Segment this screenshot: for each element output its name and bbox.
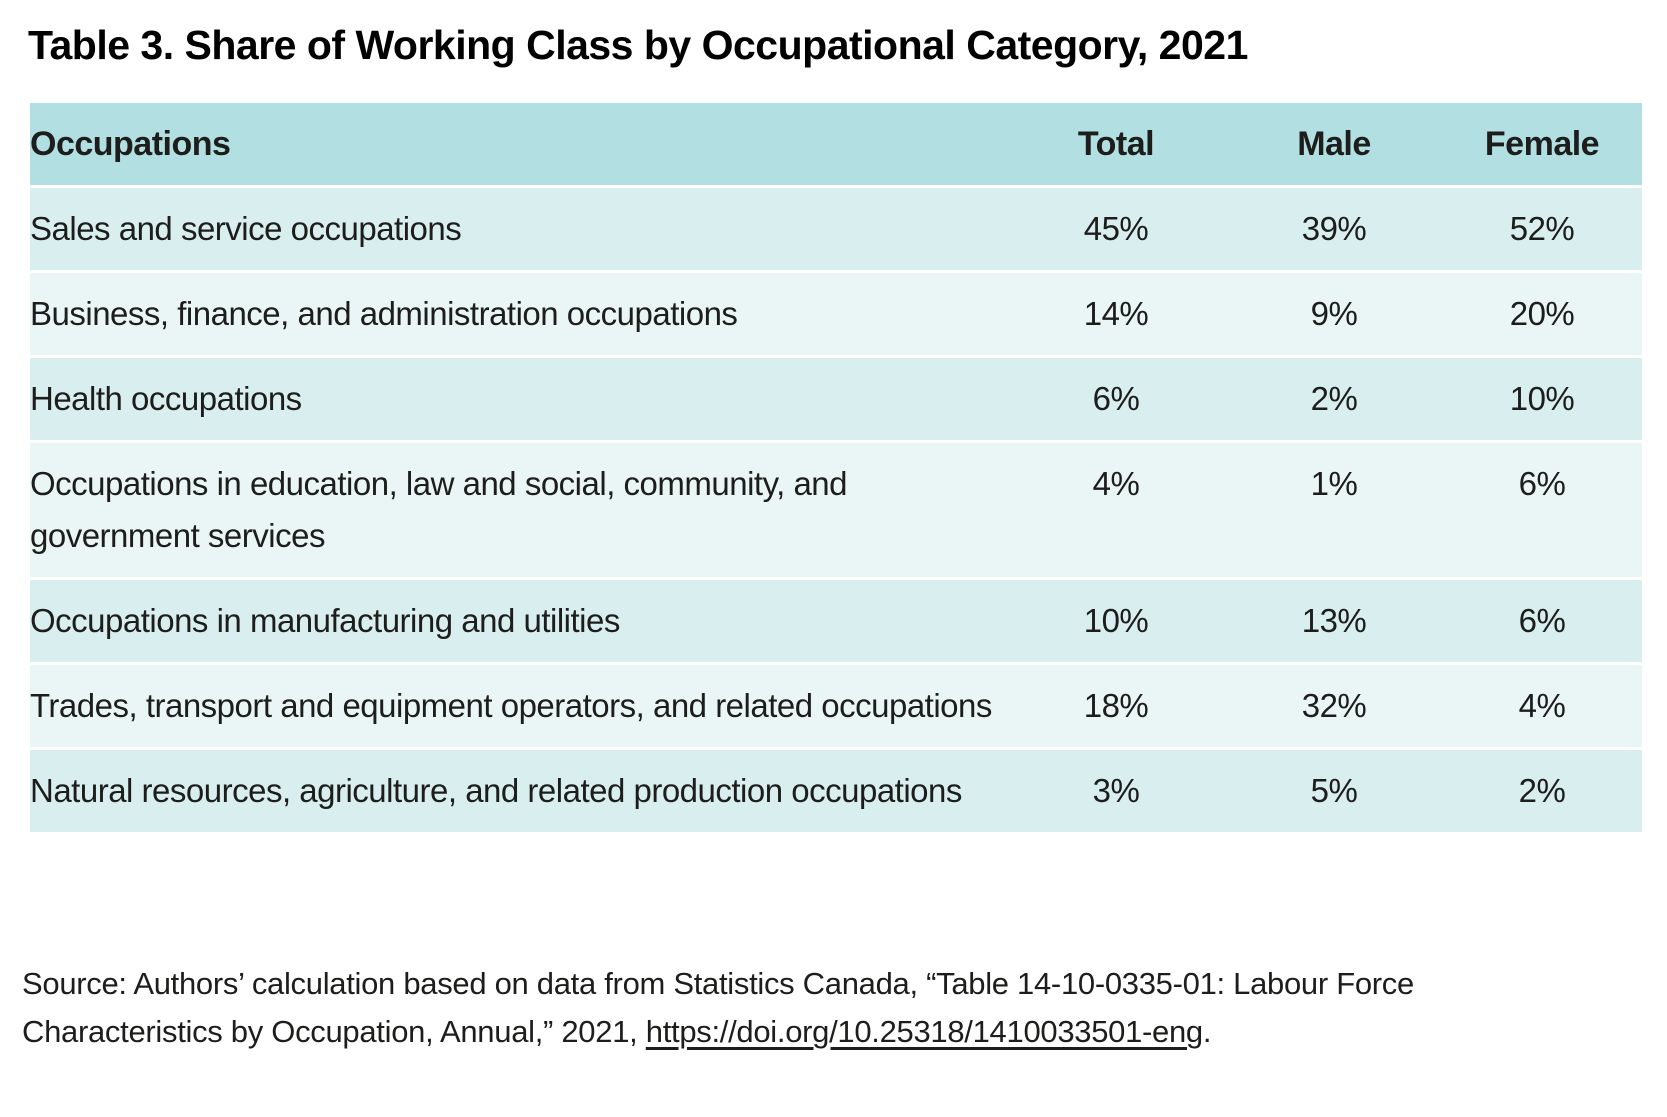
female-cell: 20% [1442,273,1642,358]
total-cell: 14% [1006,273,1226,358]
source-note [22,960,1582,1056]
table-row [30,358,1642,443]
table-body [30,188,1642,832]
male-cell: 9% [1226,273,1442,358]
female-cell: 2% [1442,750,1642,832]
total-cell: 45% [1006,188,1226,273]
column-header-total: Total [1006,103,1226,188]
female-cell: 6% [1442,443,1642,580]
female-cell: 4% [1442,665,1642,750]
source-suffix: . [1202,1014,1212,1049]
female-cell: 10% [1442,358,1642,443]
occupation-cell: Occupations in manufacturing and utilities [30,580,1006,665]
total-cell: 3% [1006,750,1226,832]
doi-link[interactable]: https://doi.org/10.25318/1410033501-eng [645,1014,1203,1049]
occupation-cell: Occupations in education, law and social, community, and government services [30,443,1006,580]
table-header [30,103,1642,188]
occupations-table [30,103,1642,832]
occupation-cell: Health occupations [30,358,1006,443]
occupation-cell: Natural resources, agriculture, and related production occupations [30,750,1006,832]
male-cell: 32% [1226,665,1442,750]
table-row [30,273,1642,358]
total-cell: 10% [1006,580,1226,665]
male-cell: 5% [1226,750,1442,832]
male-cell: 39% [1226,188,1442,273]
table-row [30,188,1642,273]
occupation-cell: Sales and service occupations [30,188,1006,273]
table-row [30,580,1642,665]
total-cell: 18% [1006,665,1226,750]
female-cell: 52% [1442,188,1642,273]
male-cell: 2% [1226,358,1442,443]
total-cell: 6% [1006,358,1226,443]
source-line-2: Characteristics by Occupation, Annual,” 2021, [22,1014,646,1049]
occupation-cell: Trades, transport and equipment operators, and related occupations [30,665,1006,750]
column-header-male: Male [1226,103,1442,188]
table-row [30,750,1642,832]
total-cell: 4% [1006,443,1226,580]
female-cell: 6% [1442,580,1642,665]
table-row [30,665,1642,750]
source-line-1: Source: Authors’ calculation based on data from Statistics Canada, “Table 14-10-0335-01: Labour Force [22,966,1414,1001]
table-row [30,443,1642,580]
occupation-cell: Business, finance, and administration occupations [30,273,1006,358]
column-header-female: Female [1442,103,1642,188]
page-title: Table 3. Share of Working Class by Occupational Category, 2021 [28,22,1248,68]
male-cell: 13% [1226,580,1442,665]
column-header-occupations: Occupations [30,103,1006,188]
header-row [30,103,1642,188]
male-cell: 1% [1226,443,1442,580]
